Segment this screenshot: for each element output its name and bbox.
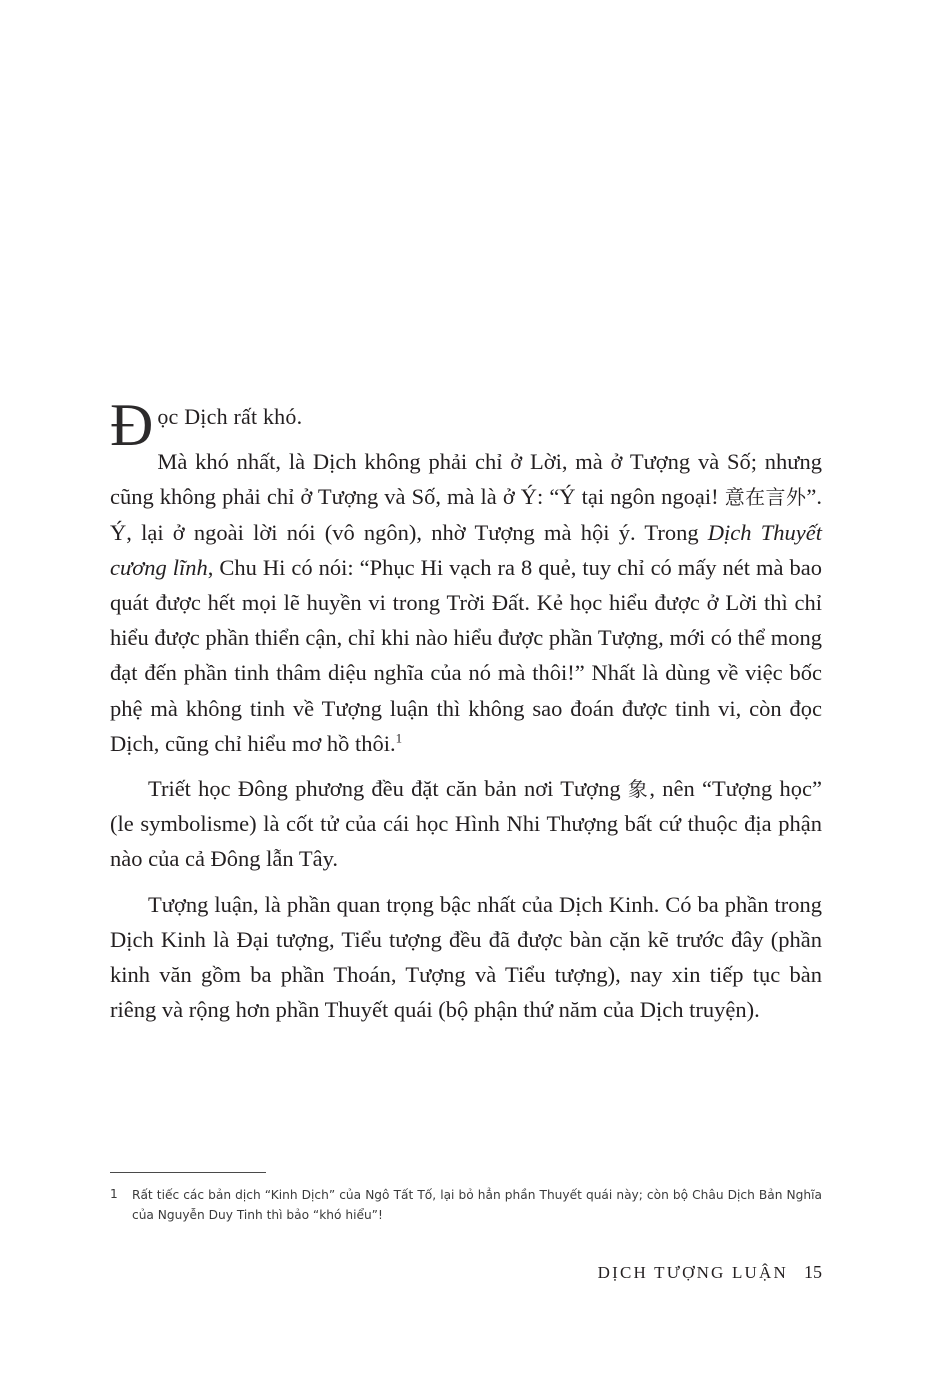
footnote-entry (110, 1185, 822, 1226)
paragraph-3: Tượng luận, là phần quan trọng bậc nhất của Dịch Kinh. Có ba phần trong Dịch Kinh là Đại tượng, Tiểu tượng đều đã được bàn cặn kẽ trước đây (phần kinh văn gồm ba phần Thoán, Tượng và Tiểu tượng), nay xin tiếp tục bàn riêng và rộng hơn phần Thuyết quái (bộ phận thứ năm của Dịch truyện). (110, 891, 822, 1023)
book-title-italic: Dịch Thuyết cương lĩnh (110, 519, 822, 580)
footnote-number: 1 (110, 1187, 118, 1201)
footnote-separator-rule (110, 1172, 266, 1173)
footnote-text: Rất tiếc các bản dịch “Kinh Dịch” của Ngô Tất Tố, lại bỏ hẳn phần Thuyết quái này; còn bộ Châu Dịch Bản Nghĩa của Nguyễn Duy Tinh thì bảo “khó hiểu”! (132, 1188, 822, 1223)
opening-paragraph (110, 392, 822, 458)
page-number: 15 (804, 1262, 822, 1282)
chinese-characters: 意在言外 (724, 485, 807, 510)
drop-cap: Đ (110, 392, 154, 458)
paragraph-1: Mà khó nhất, là Dịch không phải chỉ ở Lời, mà ở Tượng và Số; nhưng cũng không phải chỉ ở Tượng và Số, mà là ở Ý: “Ý tại ngôn ngoại! 意在言外”. Ý, lại ở ngoài lời nói (vô ngôn), nhờ Tượng mà hội ý. Trong Dịch Thuyết cương lĩnh, Chu Hi có nói: “Phục Hi vạch ra 8 quẻ, tuy chỉ có mấy nét mà bao quát được hết mọi lẽ huyền vi trong Trời Đất. Kẻ học hiểu được ở Lời thì chỉ hiểu được phần thiển cận, chỉ khi nào hiểu được phần Tượng, mới có thể mong đạt đến phần tinh thâm diệu nghĩa của nó mà thôi!” Nhất là dùng về việc bốc phệ mà không tinh về Tượng luận thì không sao đoán được tinh vi, còn đọc Dịch, cũng chỉ hiểu mơ hồ thôi.$^1$ (110, 449, 823, 756)
running-head: DỊCH TƯỢNG LUẬN (597, 1263, 788, 1282)
paragraph-2: Triết học Đông phương đều đặt căn bản nơi Tượng 象, nên “Tượng học” (le symbolisme) là cốt tử của cái học Hình Nhi Thượng bất cứ thuộc địa phận nào của cả Đông lẫn Tây. (110, 775, 822, 872)
footnote-area (110, 1172, 822, 1226)
page-footer (110, 1262, 822, 1283)
chinese-characters: 象 (627, 776, 650, 801)
opening-line-text: ọc Dịch rất khó. (157, 404, 303, 429)
page-body (110, 392, 823, 1029)
footnote-reference[interactable]: 1 (395, 730, 403, 746)
